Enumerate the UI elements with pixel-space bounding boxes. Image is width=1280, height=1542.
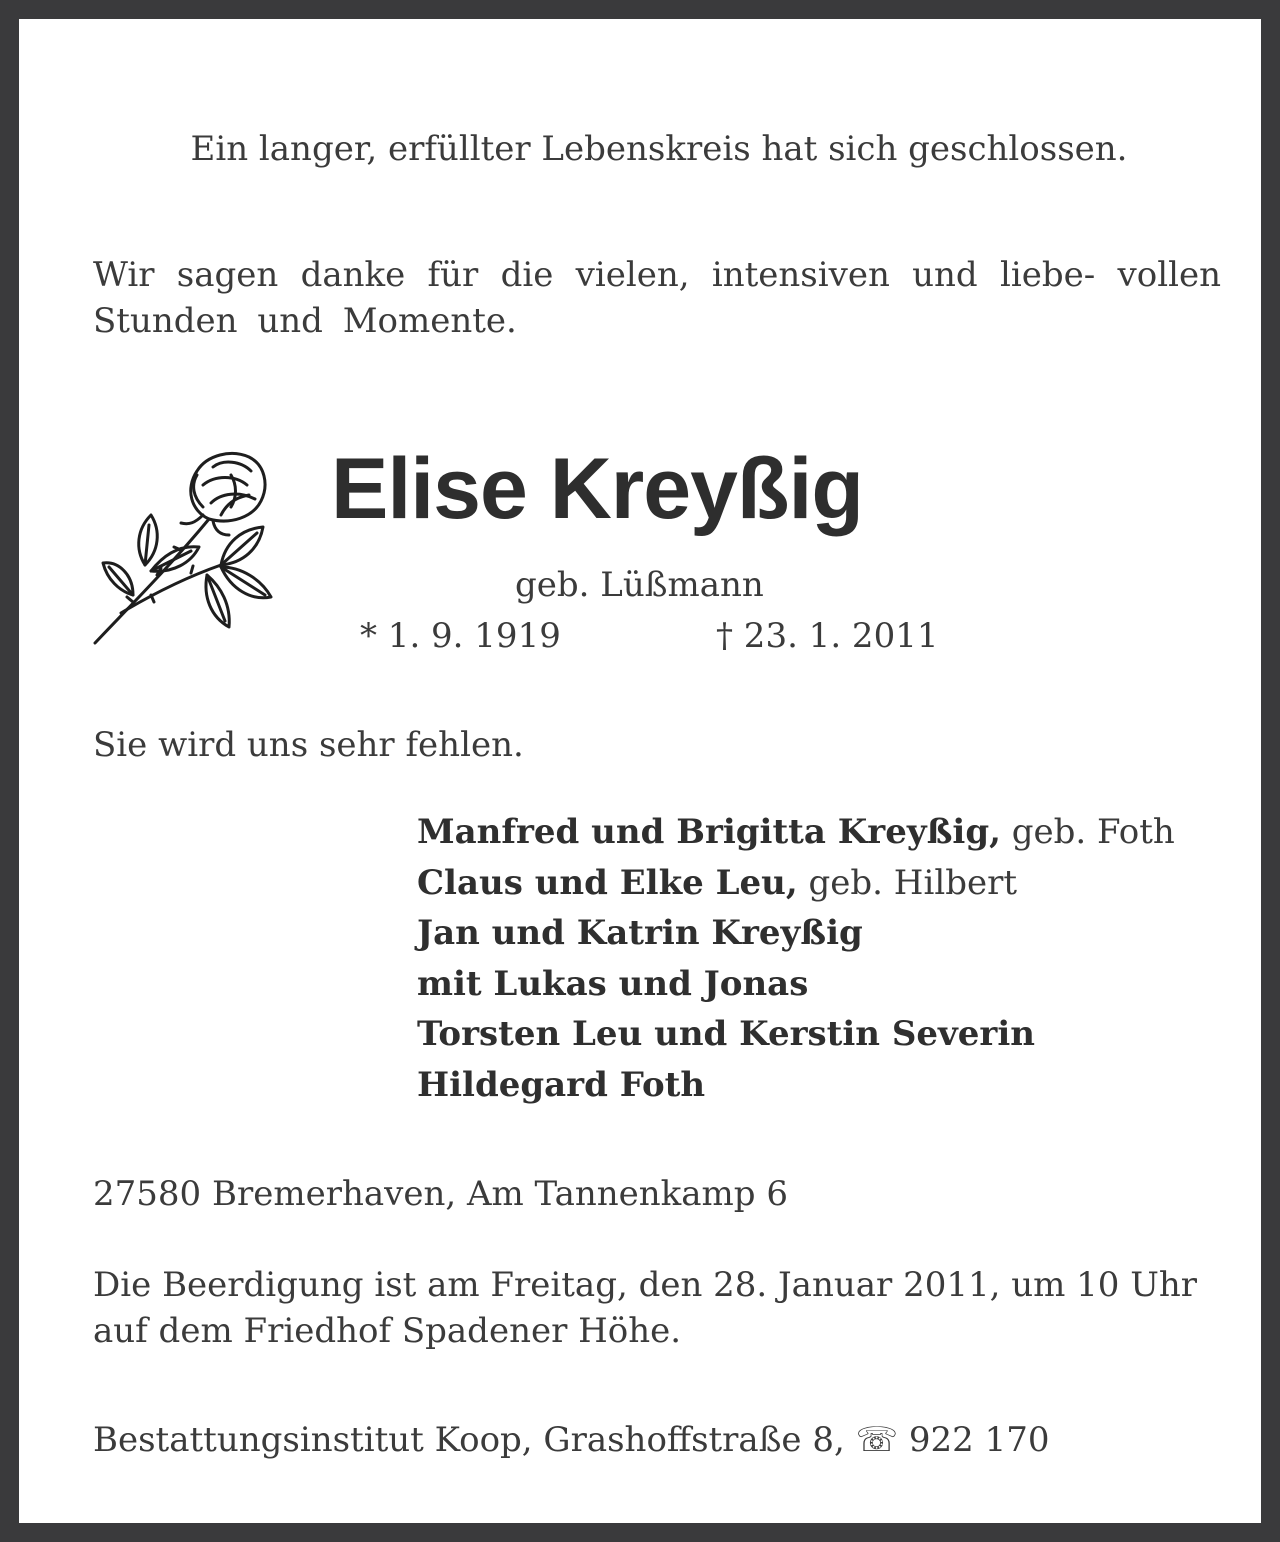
family-member: [417, 908, 1175, 959]
family-member: [417, 959, 1175, 1010]
family-member: [417, 1060, 1175, 1111]
family-member-name: Jan und Katrin Kreyßig: [417, 913, 863, 953]
deceased-name: Elise Kreyßig: [331, 441, 863, 537]
closing-line: Sie wird uns sehr fehlen.: [93, 725, 524, 765]
opening-line: Ein langer, erfüllter Lebenskreis hat sich geschlossen.: [190, 129, 1128, 169]
thanks-text: Wir sagen danke für die vielen, intensiven und liebe- vollen Stunden und Momente.: [93, 255, 1221, 341]
family-member-name: Hildegard Foth: [417, 1064, 706, 1105]
family-list: [417, 807, 1175, 1110]
family-member: [417, 858, 1175, 909]
family-member: [417, 807, 1175, 858]
family-member-name: Manfred und Brigitta Kreyßig,: [417, 812, 1001, 852]
rose-icon: [91, 445, 277, 649]
address: 27580 Bremerhaven, Am Tannenkamp 6: [93, 1174, 788, 1214]
family-member-name: Claus und Elke Leu,: [417, 862, 798, 903]
family-member-name: Torsten Leu und Kerstin Severin: [417, 1014, 1035, 1054]
birth-date: * 1. 9. 1919: [360, 616, 561, 656]
undertaker-info: Bestattungsinstitut Koop, Grashoffstraße 8, ☏ 922 170: [93, 1420, 1050, 1460]
maiden-name: geb. Lüßmann: [515, 565, 764, 605]
family-member: [417, 1009, 1175, 1060]
family-member-maiden: geb. Hilbert: [808, 862, 1017, 903]
funeral-info: Die Beerdigung ist am Freitag, den 28. Januar 2011, um 10 Uhr auf dem Friedhof Spadener Höhe.: [93, 1265, 1198, 1351]
family-member-maiden: geb. Foth: [1011, 812, 1175, 852]
death-date: † 23. 1. 2011: [716, 616, 939, 656]
family-member-name: mit Lukas und Jonas: [417, 963, 809, 1004]
